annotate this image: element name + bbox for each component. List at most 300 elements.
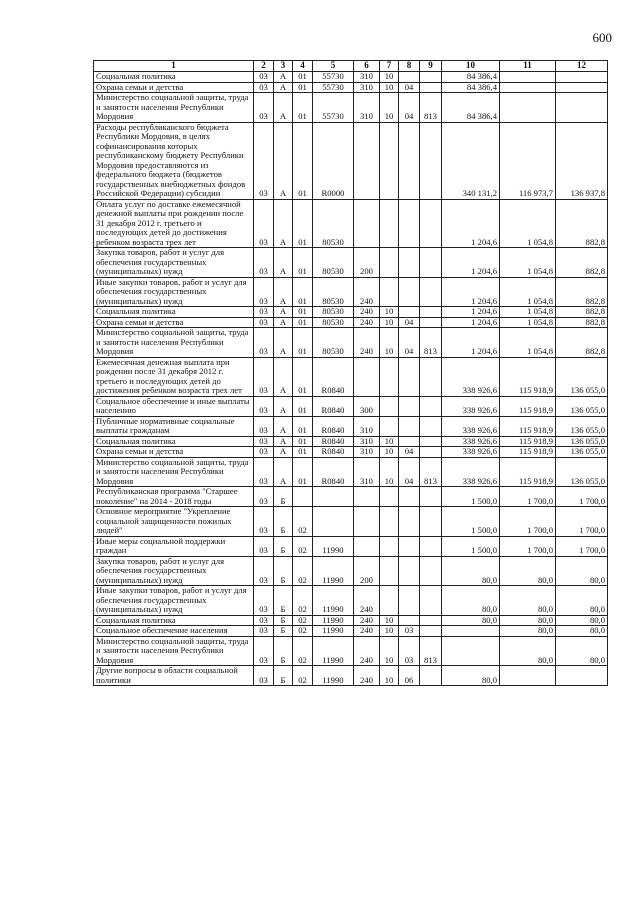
division-cell: 10 [380, 436, 399, 447]
division-cell [380, 586, 399, 616]
amount-year2-cell: 1 700,0 [500, 507, 556, 537]
amount-year2-cell: 1 054,8 [500, 317, 556, 328]
ministry-code-cell [420, 396, 442, 416]
table-body [94, 72, 608, 686]
program-cell: Б [274, 636, 293, 666]
target-code-cell: 80530 [313, 317, 354, 328]
program-cell: А [274, 457, 293, 487]
target-code-cell: R0840 [313, 436, 354, 447]
subdivision-cell [399, 507, 420, 537]
table-row [94, 277, 608, 307]
subdivision-cell: 04 [399, 93, 420, 123]
subprogram-cell: 01 [293, 357, 313, 396]
target-code-cell [313, 487, 354, 507]
section-cell: 03 [254, 328, 274, 358]
subprogram-cell: 01 [293, 416, 313, 436]
expense-type-cell: 240 [354, 317, 380, 328]
subprogram-cell: 01 [293, 199, 313, 248]
target-code-cell: 11990 [313, 666, 354, 686]
amount-year1-cell: 1 500,0 [442, 487, 500, 507]
subprogram-cell: 01 [293, 317, 313, 328]
expense-type-cell: 240 [354, 277, 380, 307]
row-name-cell: Министерство социальной защиты, труда и занятости населения Республики Мордовия [94, 93, 254, 123]
table-row [94, 307, 608, 318]
section-cell: 03 [254, 82, 274, 93]
expense-type-cell: 240 [354, 307, 380, 318]
ministry-code-cell: 813 [420, 93, 442, 123]
expense-type-cell [354, 536, 380, 556]
division-cell: 10 [380, 666, 399, 686]
program-cell: А [274, 248, 293, 278]
division-cell [380, 248, 399, 278]
program-cell: А [274, 277, 293, 307]
row-name-cell: Закупка товаров, работ и услуг для обеспечения государственных (муниципальных) нужд [94, 248, 254, 278]
ministry-code-cell [420, 615, 442, 626]
subprogram-cell: 01 [293, 307, 313, 318]
ministry-code-cell [420, 447, 442, 458]
table-row [94, 72, 608, 83]
division-cell [380, 357, 399, 396]
program-cell: А [274, 199, 293, 248]
table-row [94, 357, 608, 396]
row-name-cell: Закупка товаров, работ и услуг для обеспечения государственных (муниципальных) нужд [94, 556, 254, 586]
table-row [94, 82, 608, 93]
ministry-code-cell [420, 436, 442, 447]
section-cell: 03 [254, 72, 274, 83]
amount-year2-cell [500, 82, 556, 93]
column-header: 4 [293, 61, 313, 72]
expense-type-cell: 310 [354, 457, 380, 487]
column-header: 5 [313, 61, 354, 72]
row-name-cell: Иные закупки товаров, работ и услуг для обеспечения государственных (муниципальных) нужд [94, 586, 254, 616]
amount-year3-cell: 1 700,0 [556, 487, 608, 507]
ministry-code-cell [420, 357, 442, 396]
section-cell: 03 [254, 307, 274, 318]
ministry-code-cell [420, 416, 442, 436]
ministry-code-cell: 813 [420, 636, 442, 666]
subdivision-cell [399, 72, 420, 83]
amount-year3-cell: 136 055,0 [556, 436, 608, 447]
amount-year1-cell [442, 626, 500, 637]
subprogram-cell: 02 [293, 615, 313, 626]
row-name-cell: Расходы республиканского бюджета Республики Мордовия, в целях софинансирования которых республиканскому бюджету Республики Мордовия предоставляются из федерального бюджета (бюджетов государственных внебюджетных фондов Российской Федерации) субсидии [94, 122, 254, 199]
row-name-cell: Охрана семьи и детства [94, 447, 254, 458]
division-cell: 10 [380, 626, 399, 637]
amount-year3-cell: 882,8 [556, 307, 608, 318]
column-header: 9 [420, 61, 442, 72]
amount-year3-cell: 1 700,0 [556, 536, 608, 556]
amount-year3-cell: 80,0 [556, 615, 608, 626]
row-name-cell: Социальное обеспечение населения [94, 626, 254, 637]
expense-type-cell [354, 507, 380, 537]
section-cell: 03 [254, 487, 274, 507]
division-cell: 10 [380, 72, 399, 83]
division-cell [380, 536, 399, 556]
table-row [94, 586, 608, 616]
amount-year1-cell: 1 500,0 [442, 536, 500, 556]
amount-year2-cell: 80,0 [500, 626, 556, 637]
subprogram-cell: 02 [293, 626, 313, 637]
ministry-code-cell [420, 626, 442, 637]
program-cell: А [274, 328, 293, 358]
amount-year1-cell [442, 636, 500, 666]
expense-type-cell: 310 [354, 416, 380, 436]
division-cell: 10 [380, 328, 399, 358]
amount-year3-cell: 882,8 [556, 248, 608, 278]
program-cell: А [274, 436, 293, 447]
subprogram-cell: 01 [293, 457, 313, 487]
amount-year2-cell: 115 918,9 [500, 416, 556, 436]
table-row [94, 317, 608, 328]
program-cell: Б [274, 536, 293, 556]
row-name-cell: Публичные нормативные социальные выплаты гражданам [94, 416, 254, 436]
amount-year1-cell: 340 131,2 [442, 122, 500, 199]
program-cell: А [274, 122, 293, 199]
table-row [94, 328, 608, 358]
amount-year3-cell: 80,0 [556, 636, 608, 666]
amount-year1-cell: 1 204,6 [442, 277, 500, 307]
expense-type-cell [354, 199, 380, 248]
row-name-cell: Оплата услуг по доставке ежемесячной денежной выплаты при рождении после 31 декабря 2012 г. третьего и последующих детей до достижения ребенком возраста трех лет [94, 199, 254, 248]
budget-table [93, 60, 608, 686]
amount-year2-cell: 1 054,8 [500, 307, 556, 318]
section-cell: 03 [254, 636, 274, 666]
subprogram-cell: 01 [293, 328, 313, 358]
division-cell [380, 396, 399, 416]
amount-year3-cell: 80,0 [556, 626, 608, 637]
amount-year1-cell: 84 386,4 [442, 82, 500, 93]
expense-type-cell: 300 [354, 396, 380, 416]
amount-year2-cell: 1 054,8 [500, 248, 556, 278]
amount-year1-cell: 338 926,6 [442, 436, 500, 447]
target-code-cell: 11990 [313, 586, 354, 616]
program-cell: А [274, 416, 293, 436]
ministry-code-cell [420, 82, 442, 93]
subprogram-cell: 02 [293, 636, 313, 666]
subprogram-cell: 02 [293, 586, 313, 616]
expense-type-cell [354, 122, 380, 199]
subdivision-cell: 04 [399, 328, 420, 358]
column-header: 6 [354, 61, 380, 72]
row-name-cell: Иные меры социальной поддержки граждан [94, 536, 254, 556]
amount-year2-cell: 80,0 [500, 636, 556, 666]
table-row [94, 457, 608, 487]
expense-type-cell: 240 [354, 615, 380, 626]
ministry-code-cell: 813 [420, 457, 442, 487]
ministry-code-cell [420, 556, 442, 586]
division-cell [380, 487, 399, 507]
table-row [94, 199, 608, 248]
row-name-cell: Охрана семьи и детства [94, 82, 254, 93]
amount-year2-cell: 1 054,8 [500, 277, 556, 307]
expense-type-cell: 310 [354, 93, 380, 123]
subdivision-cell [399, 416, 420, 436]
section-cell: 03 [254, 666, 274, 686]
section-cell: 03 [254, 357, 274, 396]
subdivision-cell [399, 536, 420, 556]
subprogram-cell: 01 [293, 436, 313, 447]
section-cell: 03 [254, 447, 274, 458]
subdivision-cell [399, 122, 420, 199]
target-code-cell [313, 507, 354, 537]
program-cell: Б [274, 615, 293, 626]
amount-year3-cell: 80,0 [556, 586, 608, 616]
program-cell: А [274, 82, 293, 93]
section-cell: 03 [254, 122, 274, 199]
ministry-code-cell [420, 666, 442, 686]
subdivision-cell [399, 615, 420, 626]
table-row [94, 447, 608, 458]
division-cell [380, 556, 399, 586]
amount-year3-cell [556, 72, 608, 83]
section-cell: 03 [254, 199, 274, 248]
section-cell: 03 [254, 615, 274, 626]
program-cell: А [274, 317, 293, 328]
row-name-cell: Министерство социальной защиты, труда и занятости населения Республики Мордовия [94, 636, 254, 666]
division-cell: 10 [380, 636, 399, 666]
amount-year3-cell: 136 937,8 [556, 122, 608, 199]
table-row [94, 636, 608, 666]
amount-year2-cell: 1 700,0 [500, 536, 556, 556]
target-code-cell: 11990 [313, 615, 354, 626]
subdivision-cell [399, 396, 420, 416]
target-code-cell: 80530 [313, 307, 354, 318]
expense-type-cell: 240 [354, 328, 380, 358]
subdivision-cell: 04 [399, 447, 420, 458]
amount-year1-cell: 1 500,0 [442, 507, 500, 537]
program-cell: Б [274, 666, 293, 686]
division-cell: 10 [380, 317, 399, 328]
amount-year1-cell: 84 386,4 [442, 93, 500, 123]
division-cell: 10 [380, 82, 399, 93]
subprogram-cell: 02 [293, 556, 313, 586]
target-code-cell: 55730 [313, 72, 354, 83]
expense-type-cell: 310 [354, 72, 380, 83]
table-row [94, 507, 608, 537]
section-cell: 03 [254, 457, 274, 487]
program-cell: А [274, 357, 293, 396]
subdivision-cell [399, 277, 420, 307]
table-row [94, 122, 608, 199]
amount-year3-cell: 882,8 [556, 317, 608, 328]
subprogram-cell [293, 487, 313, 507]
table-row [94, 615, 608, 626]
section-cell: 03 [254, 416, 274, 436]
column-header: 10 [442, 61, 500, 72]
row-name-cell: Основное мероприятие "Укрепление социальной защищенности пожилых людей" [94, 507, 254, 537]
amount-year3-cell [556, 666, 608, 686]
amount-year3-cell: 80,0 [556, 556, 608, 586]
table-row [94, 93, 608, 123]
target-code-cell: R0840 [313, 357, 354, 396]
amount-year3-cell: 136 055,0 [556, 357, 608, 396]
division-cell: 10 [380, 307, 399, 318]
subprogram-cell: 01 [293, 122, 313, 199]
target-code-cell: 55730 [313, 93, 354, 123]
column-header: 1 [94, 61, 254, 72]
amount-year2-cell [500, 72, 556, 83]
amount-year1-cell: 1 204,6 [442, 328, 500, 358]
amount-year3-cell: 882,8 [556, 199, 608, 248]
section-cell: 03 [254, 626, 274, 637]
ministry-code-cell [420, 586, 442, 616]
subdivision-cell: 04 [399, 317, 420, 328]
amount-year2-cell: 80,0 [500, 615, 556, 626]
amount-year1-cell: 1 204,6 [442, 317, 500, 328]
ministry-code-cell [420, 248, 442, 278]
table-row [94, 436, 608, 447]
expense-type-cell [354, 357, 380, 396]
table-row [94, 536, 608, 556]
division-cell: 10 [380, 93, 399, 123]
division-cell: 10 [380, 615, 399, 626]
row-name-cell: Министерство социальной защиты, труда и занятости населения Республики Мордовия [94, 457, 254, 487]
table-row [94, 556, 608, 586]
column-header: 3 [274, 61, 293, 72]
program-cell: Б [274, 556, 293, 586]
row-name-cell: Социальное обеспечение и иные выплаты населению [94, 396, 254, 416]
program-cell: А [274, 307, 293, 318]
amount-year1-cell: 338 926,6 [442, 457, 500, 487]
target-code-cell: 11990 [313, 556, 354, 586]
division-cell [380, 416, 399, 436]
amount-year3-cell: 136 055,0 [556, 416, 608, 436]
amount-year2-cell: 115 918,9 [500, 447, 556, 458]
amount-year3-cell: 136 055,0 [556, 447, 608, 458]
column-header: 7 [380, 61, 399, 72]
expense-type-cell: 200 [354, 556, 380, 586]
subprogram-cell: 01 [293, 72, 313, 83]
amount-year2-cell: 80,0 [500, 586, 556, 616]
subprogram-cell: 02 [293, 507, 313, 537]
amount-year2-cell: 116 973,7 [500, 122, 556, 199]
amount-year2-cell: 1 700,0 [500, 487, 556, 507]
target-code-cell: R0840 [313, 447, 354, 458]
row-name-cell: Министерство социальной защиты, труда и занятости населения Республики Мордовия [94, 328, 254, 358]
target-code-cell: 80530 [313, 248, 354, 278]
division-cell [380, 199, 399, 248]
division-cell [380, 507, 399, 537]
expense-type-cell: 310 [354, 82, 380, 93]
subprogram-cell: 01 [293, 248, 313, 278]
subdivision-cell: 04 [399, 82, 420, 93]
subdivision-cell: 06 [399, 666, 420, 686]
table-row [94, 416, 608, 436]
program-cell: А [274, 93, 293, 123]
expense-type-cell: 240 [354, 666, 380, 686]
section-cell: 03 [254, 248, 274, 278]
ministry-code-cell: 813 [420, 328, 442, 358]
amount-year1-cell: 1 204,6 [442, 307, 500, 318]
section-cell: 03 [254, 317, 274, 328]
ministry-code-cell [420, 199, 442, 248]
subdivision-cell [399, 556, 420, 586]
section-cell: 03 [254, 436, 274, 447]
subprogram-cell: 02 [293, 536, 313, 556]
amount-year1-cell: 80,0 [442, 615, 500, 626]
program-cell: Б [274, 487, 293, 507]
expense-type-cell: 240 [354, 626, 380, 637]
amount-year1-cell: 80,0 [442, 586, 500, 616]
target-code-cell: R0840 [313, 416, 354, 436]
subprogram-cell: 01 [293, 82, 313, 93]
subdivision-cell [399, 357, 420, 396]
amount-year1-cell: 338 926,6 [442, 396, 500, 416]
target-code-cell: 11990 [313, 626, 354, 637]
program-cell: Б [274, 507, 293, 537]
column-header: 11 [500, 61, 556, 72]
program-cell: А [274, 396, 293, 416]
amount-year1-cell: 80,0 [442, 666, 500, 686]
table-row [94, 666, 608, 686]
amount-year2-cell: 1 054,8 [500, 328, 556, 358]
amount-year3-cell: 1 700,0 [556, 507, 608, 537]
ministry-code-cell [420, 317, 442, 328]
row-name-cell: Ежемесячная денежная выплата при рождении после 31 декабря 2012 г. третьего и последующих детей до достижения ребенком возраста трех лет [94, 357, 254, 396]
amount-year3-cell: 882,8 [556, 277, 608, 307]
subprogram-cell: 01 [293, 93, 313, 123]
target-code-cell: 80530 [313, 277, 354, 307]
row-name-cell: Социальная политика [94, 615, 254, 626]
column-header: 8 [399, 61, 420, 72]
row-name-cell: Социальная политика [94, 436, 254, 447]
ministry-code-cell [420, 122, 442, 199]
subdivision-cell: 03 [399, 636, 420, 666]
division-cell [380, 122, 399, 199]
row-name-cell: Охрана семьи и детства [94, 317, 254, 328]
program-cell: А [274, 447, 293, 458]
division-cell [380, 277, 399, 307]
target-code-cell: R0000 [313, 122, 354, 199]
amount-year3-cell [556, 82, 608, 93]
amount-year2-cell [500, 666, 556, 686]
amount-year1-cell: 1 204,6 [442, 248, 500, 278]
ministry-code-cell [420, 277, 442, 307]
subprogram-cell: 01 [293, 447, 313, 458]
table-row [94, 626, 608, 637]
subdivision-cell [399, 436, 420, 447]
expense-type-cell: 310 [354, 436, 380, 447]
row-name-cell: Республиканская программа "Старшее поколение" на 2014 - 2018 годы [94, 487, 254, 507]
amount-year1-cell: 338 926,6 [442, 447, 500, 458]
program-cell: А [274, 72, 293, 83]
section-cell: 03 [254, 396, 274, 416]
table-row [94, 396, 608, 416]
table-row [94, 248, 608, 278]
ministry-code-cell [420, 507, 442, 537]
row-name-cell: Социальная политика [94, 307, 254, 318]
amount-year1-cell: 1 204,6 [442, 199, 500, 248]
subdivision-cell [399, 487, 420, 507]
subprogram-cell: 01 [293, 277, 313, 307]
amount-year3-cell: 882,8 [556, 328, 608, 358]
subdivision-cell: 04 [399, 457, 420, 487]
row-name-cell: Иные закупки товаров, работ и услуг для обеспечения государственных (муниципальных) нужд [94, 277, 254, 307]
subdivision-cell [399, 307, 420, 318]
amount-year1-cell: 338 926,6 [442, 416, 500, 436]
target-code-cell: 80530 [313, 199, 354, 248]
ministry-code-cell [420, 536, 442, 556]
subdivision-cell: 03 [399, 626, 420, 637]
target-code-cell: 55730 [313, 82, 354, 93]
expense-type-cell: 310 [354, 447, 380, 458]
program-cell: Б [274, 586, 293, 616]
amount-year2-cell: 115 918,9 [500, 396, 556, 416]
amount-year3-cell: 136 055,0 [556, 396, 608, 416]
column-header: 12 [556, 61, 608, 72]
column-header: 2 [254, 61, 274, 72]
subprogram-cell: 02 [293, 666, 313, 686]
